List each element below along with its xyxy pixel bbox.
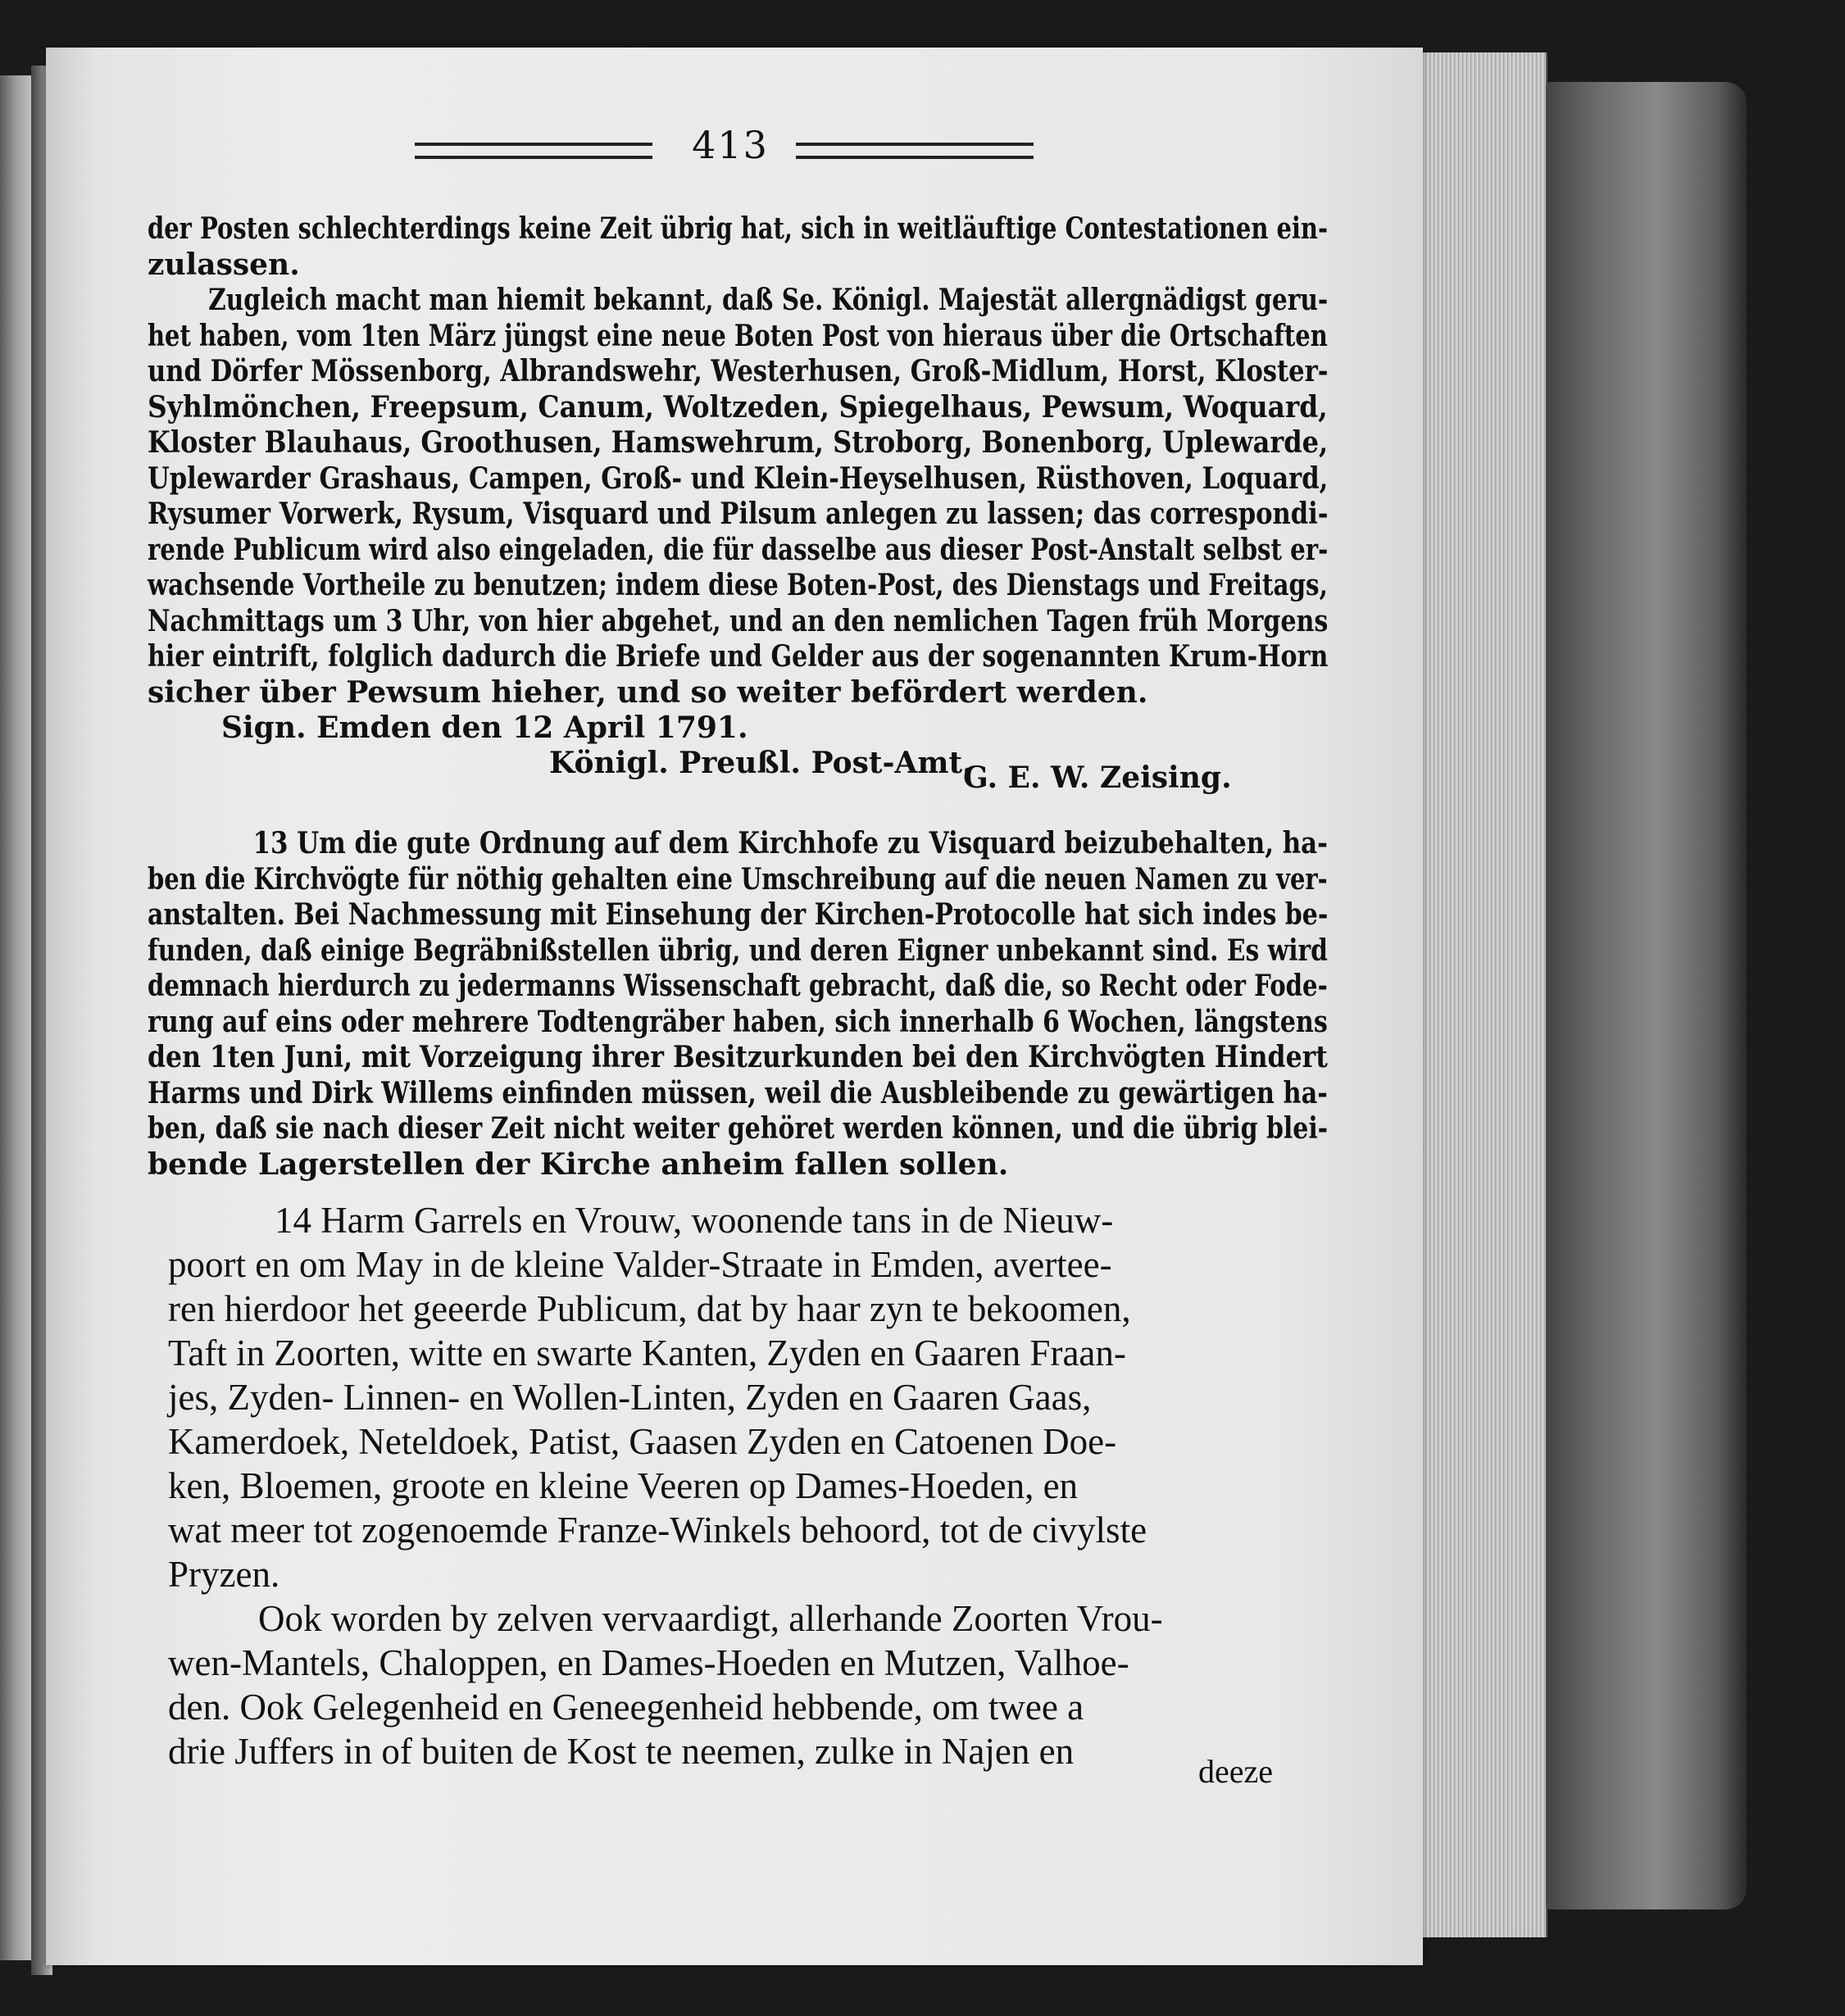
notice-line: Harms und Dirk Willems einfinden müssen, weil die Ausbleibende zu gewärtigen ha-: [148, 1075, 1328, 1110]
notice-line: anstalten. Bei Nachmessung mit Einsehung der Kirchen-Protocolle hat sich indes be-: [148, 897, 1329, 932]
notice-line: Pryzen.: [168, 1554, 280, 1595]
notice-line: Syhlmönchen, Freepsum, Canum, Woltzeden, Spiegelhaus, Pewsum, Woquard,: [148, 389, 1328, 425]
notice-line: rung auf eins oder mehrere Todtengräber haben, sich innerhalb 6 Wochen, längstens: [148, 1004, 1328, 1039]
notice-line: Zugleich macht man hiemit bekannt, daß Se. Königl. Majestät allergnädigst geru-: [208, 283, 1329, 317]
notice-line: und Dörfer Mössenborg, Albrandswehr, Westerhusen, Groß-Midlum, Horst, Kloster-: [148, 354, 1329, 388]
page-number: 413: [692, 123, 769, 167]
notice-line: Uplewarder Grashaus, Campen, Groß- und Klein-Heyselhusen, Rüsthoven, Loquard,: [148, 461, 1329, 496]
notice-line: ken, Bloemen, groote en kleine Veeren op Dames-Hoeden, en: [168, 1465, 1079, 1506]
notice-line: het haben, vom 1ten März jüngst eine neue Boten Post von hieraus über die Ortschaften: [148, 318, 1328, 353]
notice-line: Kamerdoek, Neteldoek, Patist, Gaasen Zyden en Catoenen Doe-: [168, 1421, 1117, 1462]
notice-line: zulassen.: [148, 247, 300, 282]
notice-line: Taft in Zoorten, witte en swarte Kanten, Zyden en Gaaren Fraan-: [168, 1333, 1126, 1374]
notice-line: den. Ook Gelegenheid en Geneegenheid hebbende, om twee a: [168, 1687, 1084, 1728]
notice-line: 14 Harm Garrels en Vrouw, woonende tans in de Nieuw-: [275, 1200, 1114, 1241]
page-header: [415, 123, 1038, 175]
notice-line: ben, daß sie nach dieser Zeit nicht weiter gehöret werden können, und die übrig blei-: [148, 1111, 1329, 1146]
notice-line: Rysumer Vorwerk, Rysum, Visquard und Pilsum anlegen zu lassen; das correspondi-: [148, 497, 1329, 531]
post-office-name: Königl. Preußl. Post-Amt.: [549, 746, 973, 780]
notice-line: Nachmittags um 3 Uhr, von hier abgehet, und an den nemlichen Tagen früh Morgens: [148, 603, 1329, 638]
notice-line: wat meer tot zogenoemde Franze-Winkels behoord, tot de civylste: [168, 1510, 1147, 1551]
header-rule-left: [415, 143, 652, 159]
notice-line: wachsende Vortheile zu benutzen; indem diese Boten-Post, des Dienstags und Freitags,: [148, 568, 1328, 602]
notice-line: der Posten schlechterdings keine Zeit übrig hat, sich in weitläuftige Contestationen ein-: [148, 211, 1328, 246]
notice-line: Ook worden by zelven vervaardigt, allerhande Zoorten Vrou-: [258, 1598, 1163, 1639]
notice-line: Sign. Emden den 12 April 1791.: [221, 711, 748, 745]
book-cover: [1546, 82, 1747, 1909]
notice-line: rende Publicum wird also eingeladen, die für dasselbe aus dieser Post-Anstalt selbst er-: [148, 532, 1329, 567]
notice-line: ben die Kirchvögte für nöthig gehalten eine Umschreibung auf die neuen Namen zu ver-: [148, 861, 1328, 897]
notice-line: sicher über Pewsum hieher, und so weiter befördert werden.: [148, 674, 1148, 710]
notice-line: ren hierdoor het geeerde Publicum, dat by haar zyn te bekoomen,: [168, 1288, 1131, 1329]
notice-line: bende Lagerstellen der Kirche anheim fallen sollen.: [148, 1146, 1009, 1182]
notice-line: demnach hierdurch zu jedermanns Wissenschaft gebracht, daß die, so Recht oder Fode-: [148, 969, 1328, 1003]
notice-line: poort en om May in de kleine Valder-Straate in Emden, avertee-: [168, 1244, 1112, 1285]
notice-line: Kloster Blauhaus, Groothusen, Hamswehrum, Stroborg, Bonenborg, Uplewarde,: [148, 425, 1329, 460]
notice-line: drie Juffers in of buiten de Kost te neemen, zulke in Najen en: [168, 1731, 1075, 1772]
notice-line: jes, Zyden- Linnen- en Wollen-Linten, Zyden en Gaaren Gaas,: [168, 1377, 1092, 1418]
notice-line: funden, daß einige Begräbnißstellen übrig, und deren Eigner unbekannt sind. Es wird: [148, 933, 1328, 968]
notice-line: wen-Mantels, Chaloppen, en Dames-Hoeden en Mutzen, Valhoe-: [168, 1642, 1129, 1683]
page-block-edges: [1423, 52, 1547, 1937]
notice-line: 13 Um die gute Ordnung auf dem Kirchhofe zu Visquard beizubehalten, ha-: [252, 826, 1328, 860]
signature: G. E. W. Zeising.: [963, 761, 1232, 795]
header-rule-right: [796, 143, 1034, 159]
notice-14: [168, 1198, 1344, 1773]
catchword: deeze: [1198, 1753, 1274, 1790]
notice-line: den 1ten Juni, mit Vorzeigung ihrer Besitzurkunden bei den Kirchvögten Hindert: [148, 1040, 1328, 1074]
notice-13: [148, 826, 1328, 1183]
notice-line: hier eintrift, folglich dadurch die Briefe und Gelder aus der sogenannten Krum-Horn: [148, 639, 1329, 674]
notice-12: [148, 211, 1328, 747]
